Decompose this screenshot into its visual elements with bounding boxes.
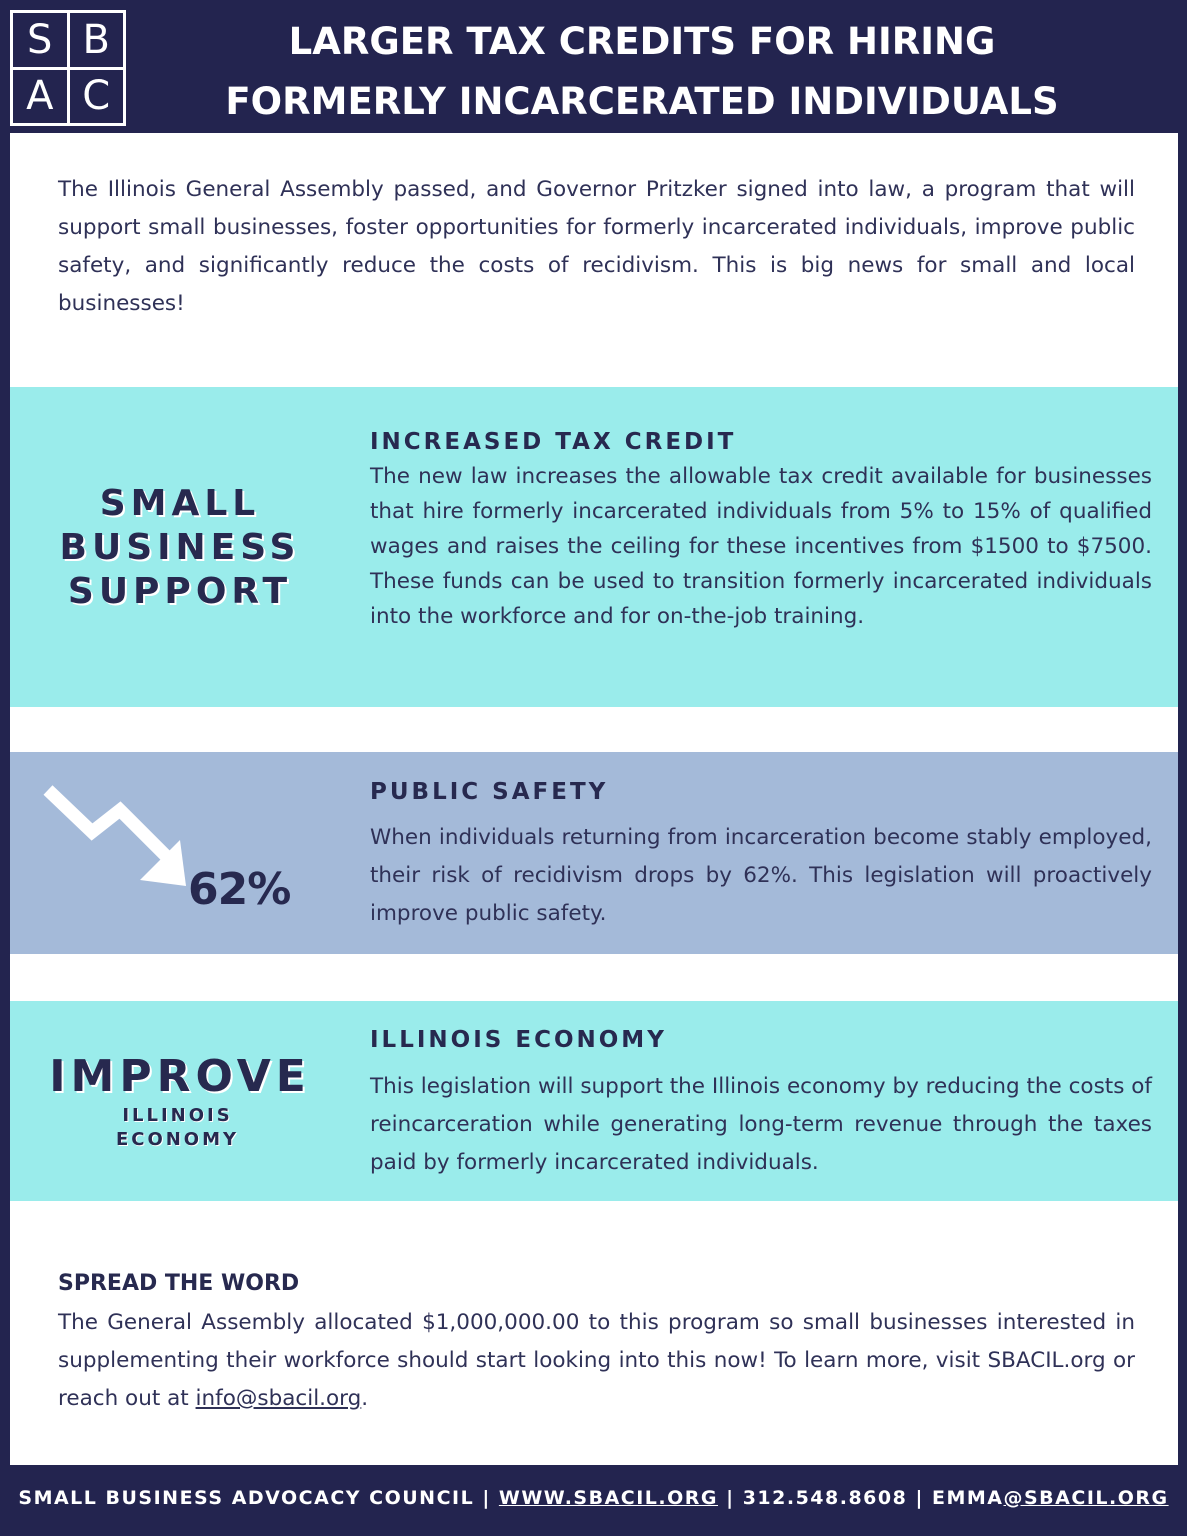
header-bar	[0, 0, 1187, 133]
section-heading: INCREASED TAX CREDIT	[370, 429, 737, 455]
sbac-logo	[10, 10, 126, 126]
title-line-1: LARGER TAX CREDITS FOR HIRING	[288, 20, 996, 63]
side-line-business: BUSINESS	[59, 527, 301, 568]
footer-separator: |	[718, 1487, 743, 1509]
side-line-support: SUPPORT	[67, 571, 293, 612]
footer-phone: 312.548.8608	[742, 1487, 908, 1509]
footer-separator: |	[474, 1487, 499, 1509]
footer-email-prefix: EMMA	[932, 1487, 1004, 1509]
section-body: The new law increases the allowable tax credit available for businesses that hire formerly incarcerated individuals from 5% to 15% of qualified wages and raises the ceiling for these incentives from $1500 to $7500. These funds can be used to transition formerly incarcerated individuals into the workforce and for on-the-job training.	[370, 464, 1152, 629]
section-heading: PUBLIC SAFETY	[370, 779, 609, 805]
side-line-illinois: ILLINOIS	[122, 1105, 233, 1126]
spread-body-text: The General Assembly allocated $1,000,000.00 to this program so small businesses interested in supplementing their workforce should start looking into this now! To learn more, visit SBACIL.org or reach out at	[58, 1310, 1135, 1411]
logo-letter-c: C	[70, 70, 124, 124]
content-panel	[10, 133, 1178, 1465]
illinois-economy-label	[50, 1104, 305, 1152]
improve-label: IMPROVE	[49, 1051, 311, 1102]
section-increased-tax-credit	[10, 387, 1178, 707]
section-public-safety	[10, 752, 1178, 954]
side-line-economy: ECONOMY	[115, 1129, 240, 1150]
info-email-link[interactable]: info@sbacil.org	[195, 1386, 362, 1411]
small-business-support-label	[40, 482, 320, 614]
footer-org-name: SMALL BUSINESS ADVOCACY COUNCIL	[18, 1487, 475, 1509]
logo-letter-a: A	[13, 70, 67, 124]
footer-website-link[interactable]: WWW.SBACIL.ORG	[498, 1487, 719, 1509]
spread-the-word-heading: SPREAD THE WORD	[58, 1271, 300, 1296]
section-body: When individuals returning from incarceration become stably employed, their risk of recidivism drops by 62%. This legislation will proactively improve public safety.	[370, 825, 1152, 926]
recidivism-stat: 62%	[188, 864, 291, 915]
footer-email-link[interactable]: @SBACIL.ORG	[1003, 1487, 1169, 1509]
section-heading: ILLINOIS ECONOMY	[370, 1027, 667, 1053]
title-line-2: FORMERLY INCARCERATED INDIVIDUALS	[225, 80, 1059, 123]
footer-separator: |	[907, 1487, 932, 1509]
section-body: This legislation will support the Illinois economy by reducing the costs of reincarceration while generating long-term revenue through the taxes paid by formerly incarcerated individuals.	[370, 1074, 1152, 1175]
logo-letter-s: S	[13, 13, 67, 67]
page-title	[150, 12, 1134, 132]
footer-bar	[0, 1470, 1187, 1526]
logo-letter-b: B	[70, 13, 124, 67]
side-line-small: SMALL	[99, 483, 261, 524]
spread-the-word-body	[58, 1304, 1135, 1418]
spread-body-end: .	[361, 1386, 369, 1411]
section-illinois-economy	[10, 1001, 1178, 1201]
trending-down-arrow-icon	[40, 782, 200, 892]
intro-paragraph: The Illinois General Assembly passed, and Governor Pritzker signed into law, a program that will support small businesses, foster opportunities for formerly incarcerated individuals, improve public safety, and significantly reduce the costs of recidivism. This is big news for small and local businesses!	[58, 177, 1135, 316]
